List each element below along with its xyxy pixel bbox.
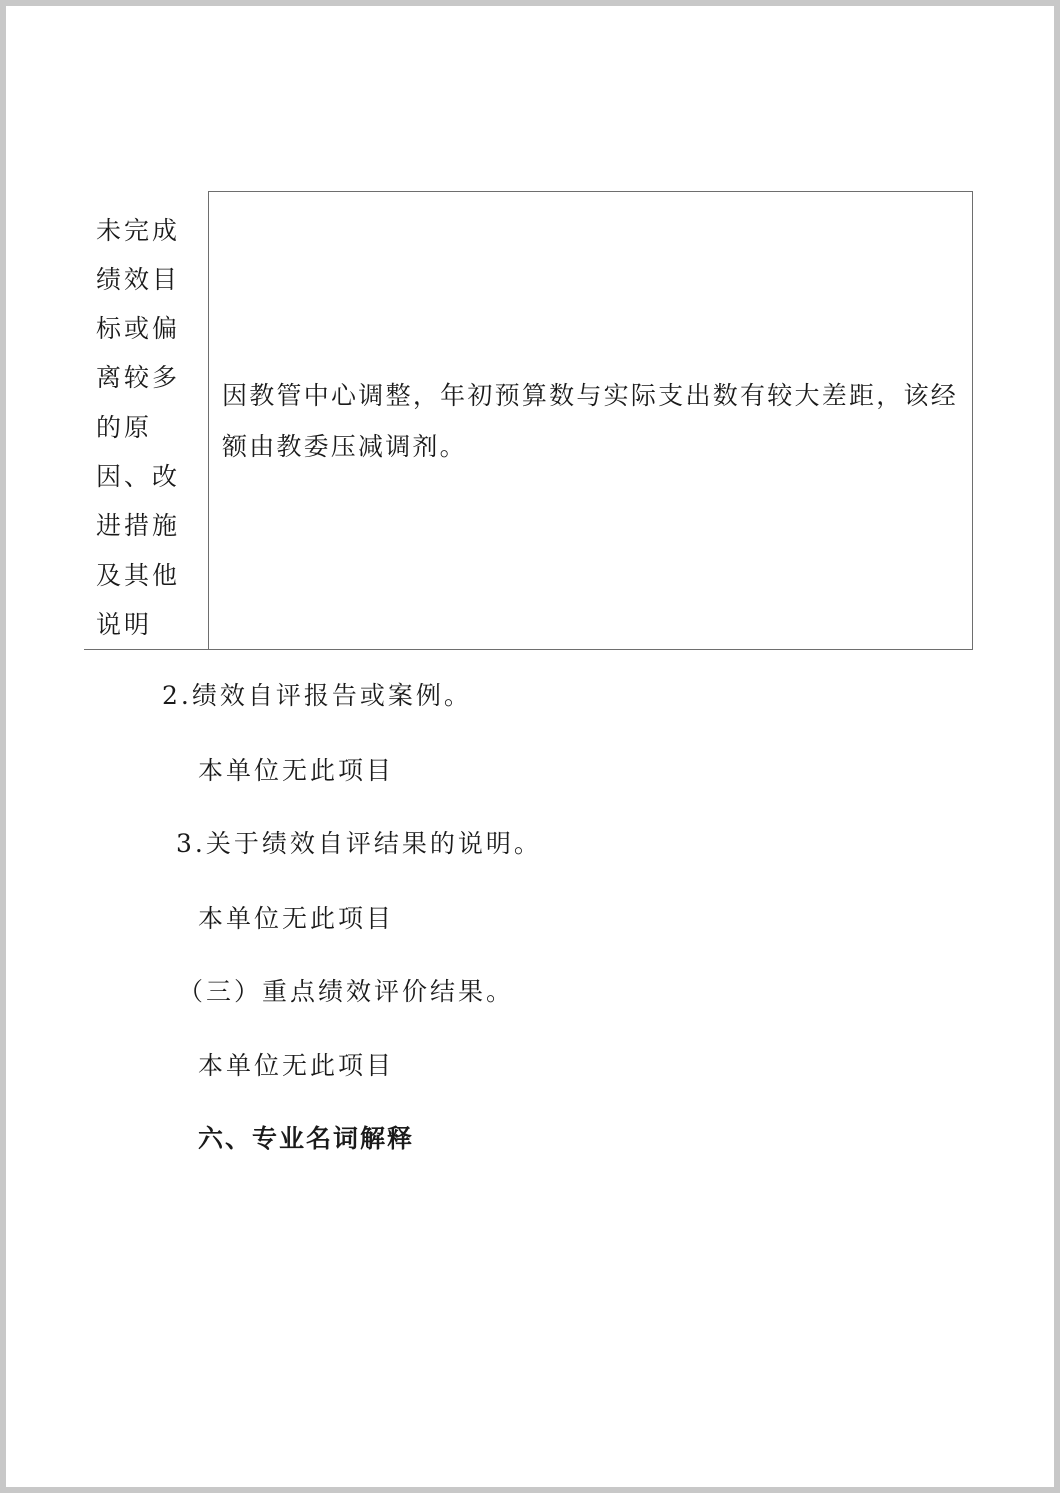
item3-body: 本单位无此项目 — [198, 904, 395, 933]
performance-table — [84, 191, 973, 650]
label-line: 离较多 — [96, 363, 181, 393]
label-line: 的原 — [96, 412, 153, 442]
item3-title: 3.关于绩效自评结果的说明。 — [176, 829, 542, 858]
label-line: 因、改 — [96, 461, 181, 491]
label-line: 未完成 — [96, 215, 181, 245]
chapter6-title: 六、专业名词解释 — [198, 1124, 415, 1153]
label-cell — [84, 192, 209, 650]
item2-title: 2.绩效自评报告或案例。 — [162, 681, 472, 710]
label-line: 标或偏 — [96, 314, 181, 344]
label-lines — [84, 192, 208, 650]
item2-body: 本单位无此项目 — [198, 756, 395, 785]
content-cell — [209, 192, 973, 650]
label-line: 及其他 — [96, 560, 181, 590]
document-page — [6, 6, 1054, 1487]
label-line: 绩效目 — [96, 264, 181, 294]
table-row — [84, 192, 973, 650]
content-text: 因教管中心调整，年初预算数与实际支出数有较大差距，该经额由教委压减调剂。 — [222, 380, 958, 461]
part3-body: 本单位无此项目 — [198, 1051, 395, 1080]
label-line: 进措施 — [96, 511, 181, 541]
label-line: 说明 — [96, 609, 153, 639]
part3-title: （三）重点绩效评价结果。 — [178, 977, 515, 1006]
